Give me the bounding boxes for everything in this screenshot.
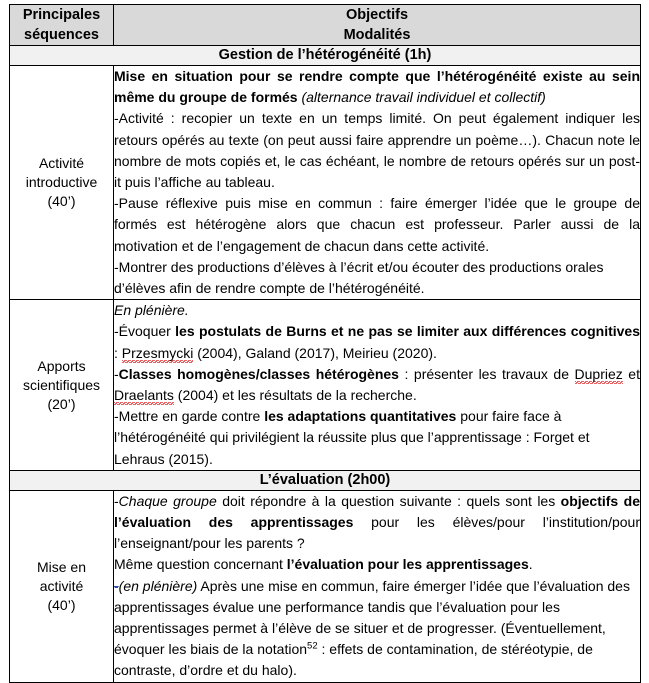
header-sequences-line1: Principales xyxy=(22,7,101,23)
text-run: Même question concernant xyxy=(114,556,287,573)
text-run: - xyxy=(114,365,119,382)
sequence-line-2: scientifiques xyxy=(22,376,101,393)
text-run: 52 xyxy=(307,640,318,652)
training-plan-table xyxy=(9,4,641,683)
text-run: Mise en situation pour se rendre compte que l’hétérogénéité existe au sein même du groupe de formés xyxy=(114,68,640,106)
text-run: doit répondre à la question suivante : quels sont les xyxy=(216,492,561,509)
table-body xyxy=(10,5,641,683)
objectives-cell xyxy=(114,490,641,682)
text-run: les adaptations quantitatives xyxy=(264,408,457,425)
text-run: et xyxy=(622,365,640,382)
text-run: -Activité : recopier un texte en un temps limité. On peut également indiquer les retours opérés au texte (on peut aussi faire apprendre un poème…). Chacun note le nombre de mots copiés et, le cas échéant, le nombre de retours opérés sur un post-it puis l’affiche au tableau. xyxy=(114,110,640,191)
objective-paragraph xyxy=(114,66,640,108)
objective-paragraph xyxy=(114,406,640,470)
table-header-row xyxy=(10,5,641,46)
sequence-cell xyxy=(10,300,114,471)
sequence-cell xyxy=(10,66,114,300)
text-run: : présenter les travaux de xyxy=(398,365,575,382)
text-run: - xyxy=(114,577,119,594)
header-objectives-line2: Modalités xyxy=(343,27,411,43)
section-banner-label: L’évaluation (2h00) xyxy=(10,470,641,490)
text-run: Chaque groupe xyxy=(118,492,217,509)
text-run: les postulats de Burns et ne pas se limiter aux différences cognitives xyxy=(175,323,640,340)
header-cell-objectives xyxy=(114,5,641,46)
text-run: objectifs de l’évaluation des apprentissages xyxy=(114,492,640,531)
sequence-line-2: activité xyxy=(39,577,84,594)
text-run: : effets de contamination, de stéréotypie, de contraste, d’ordre et du halo). xyxy=(114,641,593,679)
sequence-duration: (20’) xyxy=(47,395,76,412)
table-row xyxy=(10,300,641,471)
objective-paragraph xyxy=(114,576,640,682)
text-run: En plénière. xyxy=(114,302,189,319)
text-run: (2004) et les résultats de la recherche. xyxy=(173,387,417,404)
text-run: -Mettre en garde contre xyxy=(114,408,265,425)
text-run: (alternance travail individuel et collectif) xyxy=(301,89,546,106)
text-run: Dupriez xyxy=(574,365,623,382)
header-sequences-line2: séquences xyxy=(24,27,99,43)
text-run: pour faire face à l’hétérogénéité qui privilégient la réussite plus que l’apprentissage : Forget et Lehraus (2015). xyxy=(114,408,590,467)
sequence-line-1: Activité xyxy=(38,155,85,172)
objective-paragraph xyxy=(114,321,640,363)
objective-paragraph xyxy=(114,108,640,193)
text-run: -Pause réflexive puis mise en commun : faire émerger l’idée que le groupe de formés est hétérogène alors que chacun est professeur. Parler aussi de la motivation et de l’engagement de chacun dans cette activité. xyxy=(114,195,640,254)
header-objectives-line1: Objectifs xyxy=(345,7,409,23)
section-banner-row xyxy=(10,470,641,490)
section-banner-label: Gestion de l’hétérogénéité (1h) xyxy=(10,46,641,66)
text-run: Przesmycki xyxy=(121,344,194,361)
table-row xyxy=(10,66,641,300)
text-run: -Montrer des productions d’élèves à l’écrit et/ou écouter des productions orales d’élèves afin de rendre compte de l’hétérogénéité. xyxy=(114,258,604,297)
objective-paragraph xyxy=(114,491,640,555)
objective-paragraph xyxy=(114,300,640,321)
table-row xyxy=(10,490,641,682)
text-run: . xyxy=(528,556,533,573)
sequence-line-2: introductive xyxy=(25,174,98,191)
objective-paragraph xyxy=(114,193,640,257)
header-cell-sequences xyxy=(10,5,114,46)
sequence-duration: (40’) xyxy=(47,193,76,210)
text-run: Après une mise en commun, faire émerger l’idée que l’évaluation des apprentissages évalue une performance tandis que l’évaluation pour les apprentissages permet à l’élève de se situer et de progresser. (Éventuellement, évoquer les biais de la notation xyxy=(114,577,630,658)
text-run: : xyxy=(114,344,122,361)
text-run: - xyxy=(114,492,119,509)
text-run: Draelants xyxy=(114,387,174,404)
text-run: pour les élèves/pour l’institution/pour l’enseignant/pour les parents ? xyxy=(114,514,640,552)
objective-paragraph xyxy=(114,554,640,575)
objective-paragraph xyxy=(114,257,640,299)
text-run: l’évaluation pour les apprentissages xyxy=(286,556,529,573)
sequence-duration: (40’) xyxy=(47,596,76,613)
objective-paragraph xyxy=(114,364,640,406)
sequence-line-1: Mise en xyxy=(36,558,87,575)
text-run: (2004), Galand (2017), Meirieu (2020). xyxy=(193,344,437,361)
text-run: Classes homogènes/classes hétérogènes xyxy=(118,365,399,382)
objectives-cell xyxy=(114,66,641,300)
objectives-cell xyxy=(114,300,641,471)
sequence-cell xyxy=(10,490,114,682)
sequence-line-1: Apports xyxy=(37,357,86,374)
section-banner-row xyxy=(10,46,641,66)
text-run: (en plénière) xyxy=(118,577,198,594)
text-run: -Évoquer xyxy=(114,323,176,340)
